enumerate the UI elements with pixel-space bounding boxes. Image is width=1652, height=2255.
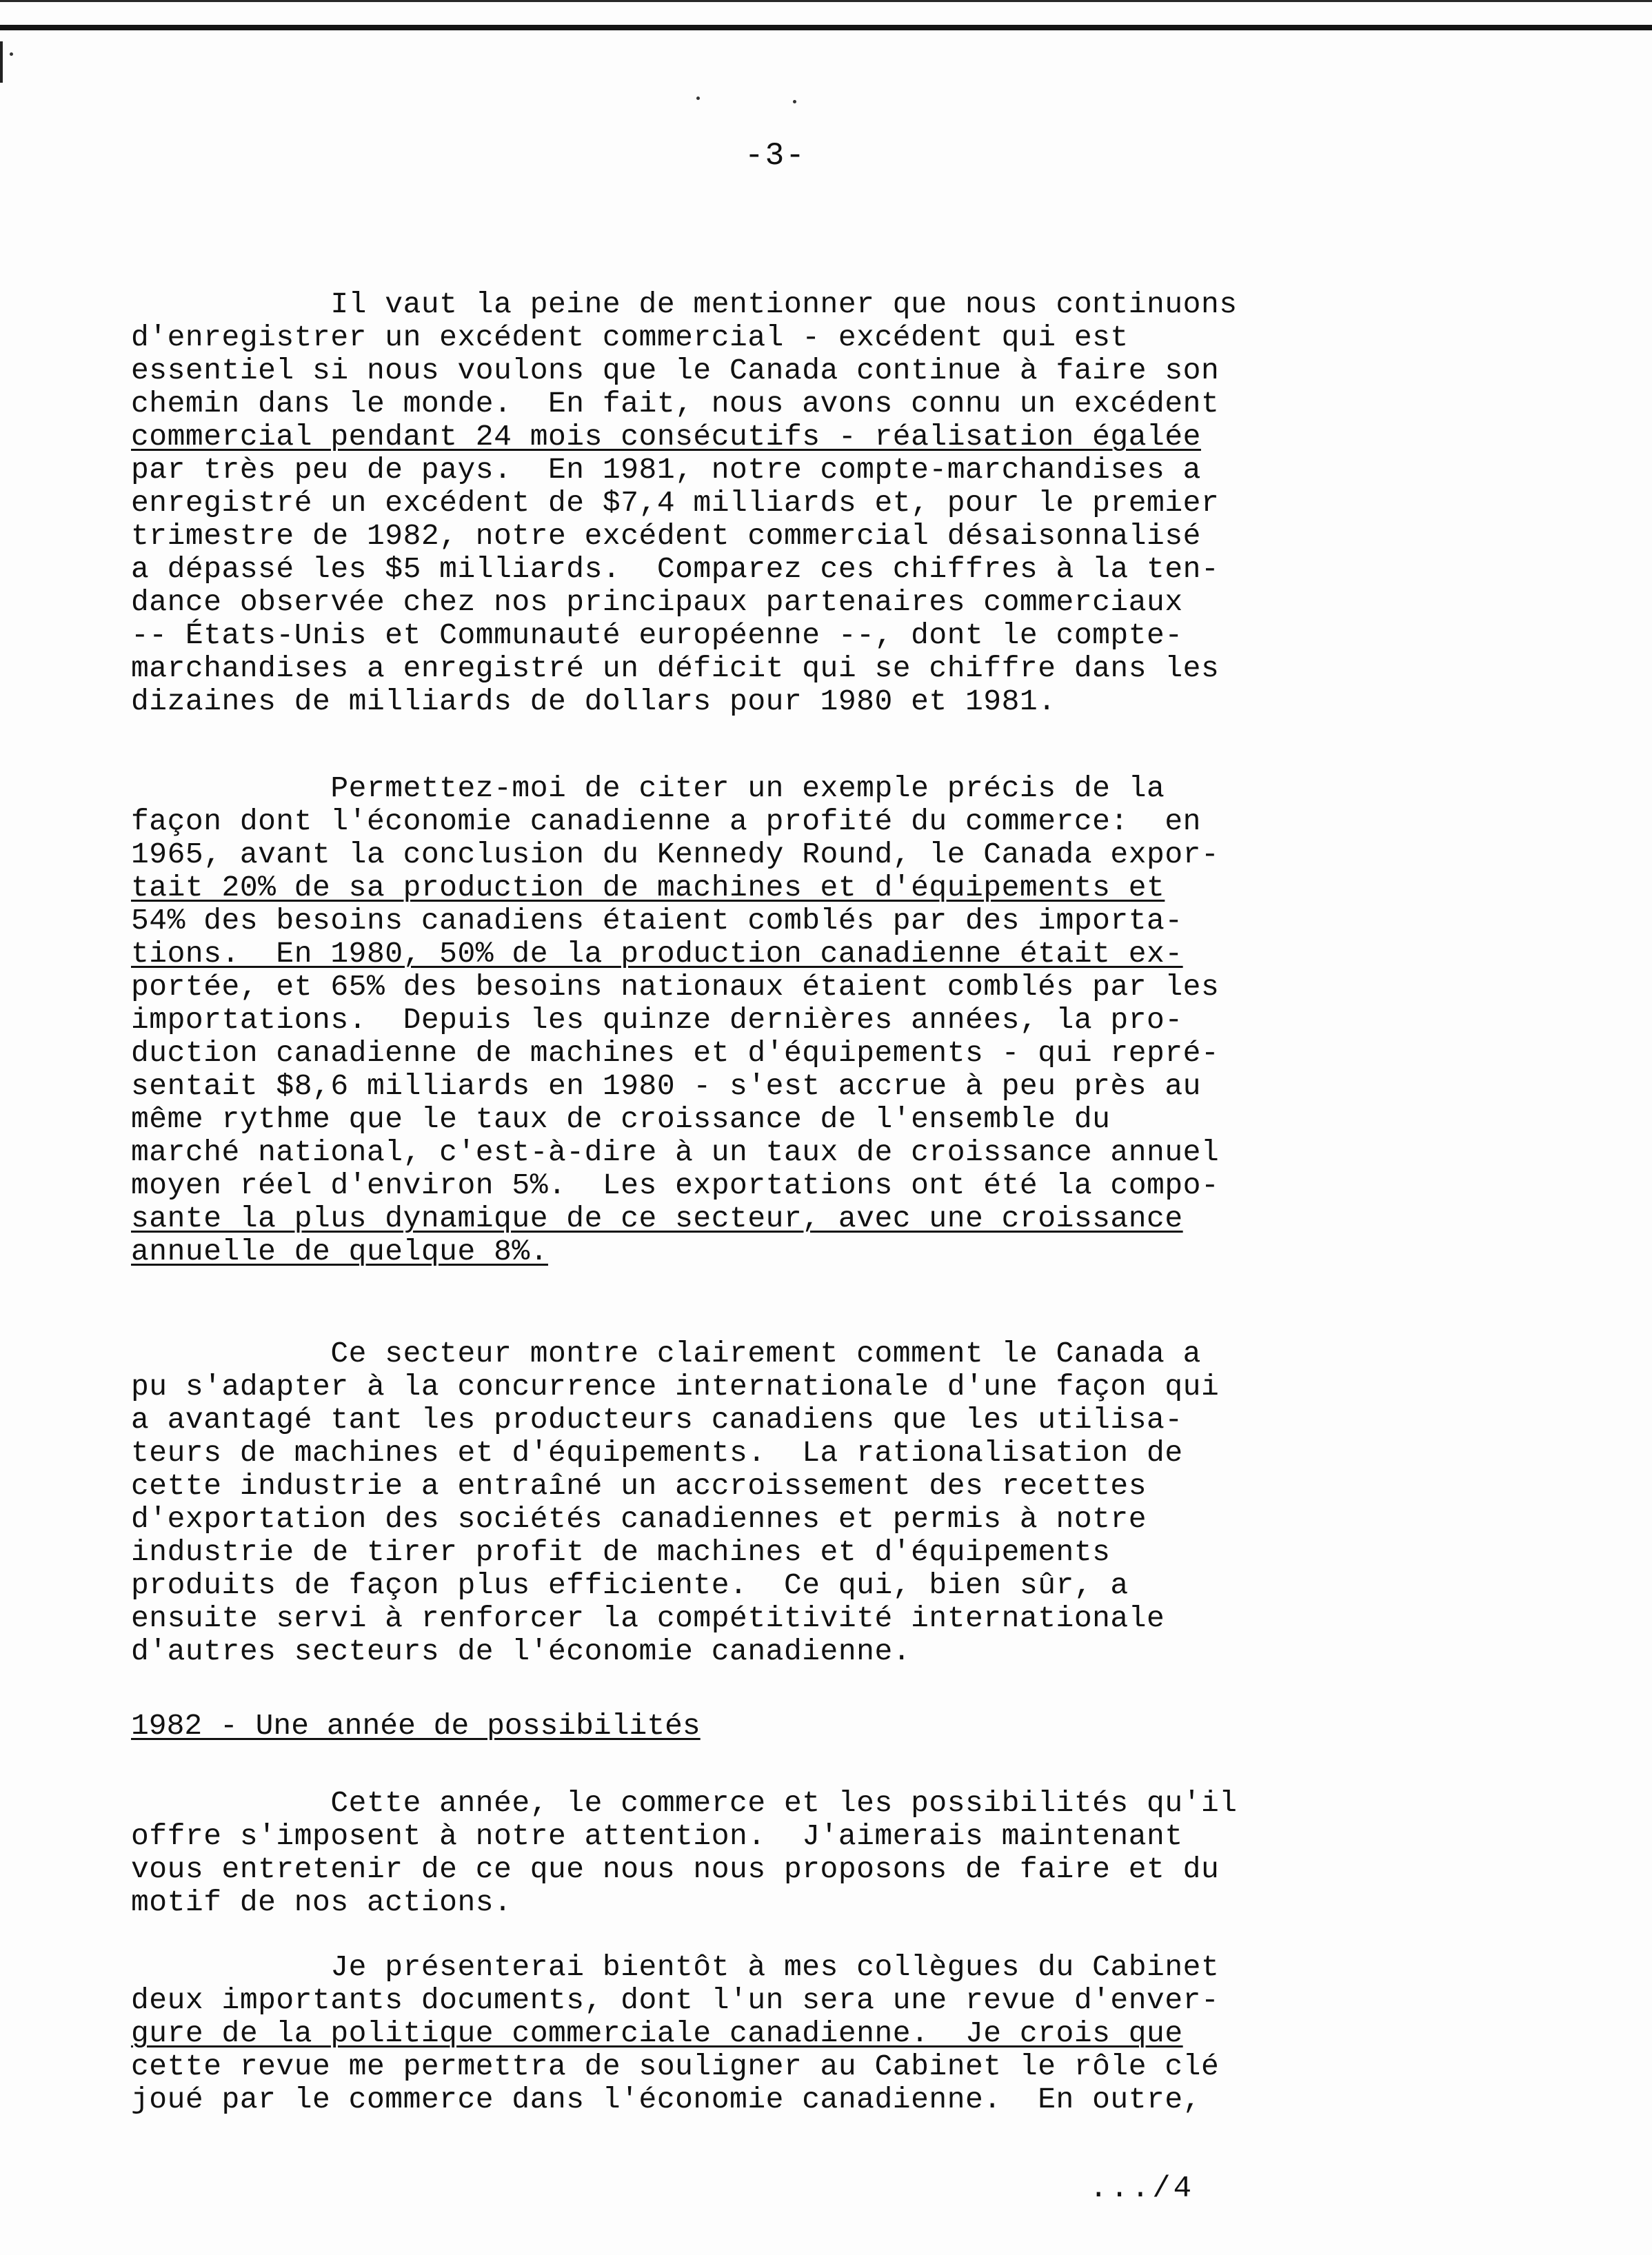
- text-line: d'autres secteurs de l'économie canadienne.: [131, 1635, 911, 1668]
- text-line: marchandises a enregistré un déficit qui se chiffre dans les: [131, 651, 1220, 685]
- text-line: cette industrie a entraîné un accroissement des recettes: [131, 1469, 1147, 1503]
- text-line: industrie de tirer profit de machines et d'équipements: [131, 1535, 1111, 1569]
- scan-speck: [696, 97, 700, 100]
- text-line: par très peu de pays. En 1981, notre compte-marchandises a: [131, 453, 1201, 487]
- text-line: 54% des besoins canadiens étaient comblés par des importa-: [131, 904, 1183, 938]
- text-line: pu s'adapter à la concurrence internationale d'une façon qui: [131, 1370, 1220, 1404]
- text-line: Cette année, le commerce et les possibilités qu'il: [131, 1786, 1238, 1820]
- text-line: sentait $8,6 milliards en 1980 - s'est accrue à peu près au: [131, 1069, 1201, 1103]
- text-line: vous entretenir de ce que nous nous proposons de faire et du: [131, 1852, 1220, 1886]
- page-number: -3-: [745, 138, 806, 174]
- text-line: cette revue me permettra de souligner au Cabinet le rôle clé: [131, 2050, 1220, 2083]
- text-line: motif de nos actions.: [131, 1885, 512, 1919]
- text-line: importations. Depuis les quinze dernières années, la pro-: [131, 1003, 1183, 1037]
- paragraph-year-of-opportunity: [131, 1787, 1400, 1919]
- text-line-underlined: annuelle de quelque 8%.: [131, 1235, 548, 1268]
- section-heading: 1982 - Une année de possibilités: [131, 1709, 701, 1743]
- top-rule: [0, 25, 1652, 30]
- text-line: Ce secteur montre clairement comment le Canada a: [131, 1337, 1201, 1371]
- text-line: d'enregistrer un excédent commercial - excédent qui est: [131, 321, 1129, 354]
- text-line: même rythme que le taux de croissance de l'ensemble du: [131, 1102, 1111, 1136]
- text-line-underlined: tait 20% de sa production de machines et d'équipements et: [131, 871, 1165, 904]
- text-line: dance observée chez nos principaux partenaires commerciaux: [131, 585, 1183, 619]
- scan-speck: [10, 52, 13, 56]
- text-line: moyen réel d'environ 5%. Les exportations ont été la compo-: [131, 1169, 1220, 1202]
- text-line: dizaines de milliards de dollars pour 1980 et 1981.: [131, 685, 1056, 718]
- text-line: duction canadienne de machines et d'équipements - qui repré-: [131, 1036, 1220, 1070]
- text-line: Je présenterai bientôt à mes collègues du Cabinet: [131, 1950, 1220, 1984]
- text-line-underlined: commercial pendant 24 mois consécutifs - réalisation égalée: [131, 420, 1201, 454]
- text-line: portée, et 65% des besoins nationaux étaient comblés par les: [131, 970, 1220, 1004]
- continuation-marker: .../4: [1089, 2172, 1195, 2206]
- text-line-underlined: gure de la politique commerciale canadienne. Je crois que: [131, 2016, 1183, 2050]
- text-line: ensuite servi à renforcer la compétitivité internationale: [131, 1601, 1165, 1635]
- text-line: façon dont l'économie canadienne a profité du commerce: en: [131, 805, 1201, 838]
- text-line: teurs de machines et d'équipements. La rationalisation de: [131, 1436, 1183, 1470]
- text-line: a avantagé tant les producteurs canadiens que les utilisa-: [131, 1403, 1183, 1437]
- text-line-underlined: sante la plus dynamique de ce secteur, avec une croissance: [131, 1202, 1183, 1235]
- text-line: essentiel si nous voulons que le Canada continue à faire son: [131, 354, 1220, 387]
- text-line: produits de façon plus efficiente. Ce qui, bien sûr, a: [131, 1568, 1129, 1602]
- text-line: trimestre de 1982, notre excédent commercial désaisonnalisé: [131, 519, 1201, 553]
- top-edge-line: [0, 0, 1652, 2]
- text-line: 1965, avant la conclusion du Kennedy Round, le Canada expor-: [131, 838, 1220, 871]
- text-line: enregistré un excédent de $7,4 milliards et, pour le premier: [131, 486, 1220, 520]
- left-edge-mark: [0, 41, 3, 83]
- text-line: -- États-Unis et Communauté européenne --, dont le compte-: [131, 618, 1183, 652]
- text-line: chemin dans le monde. En fait, nous avons connu un excédent: [131, 387, 1220, 421]
- scan-speck: [793, 100, 796, 103]
- text-line: marché national, c'est-à-dire à un taux de croissance annuel: [131, 1135, 1220, 1169]
- paragraph-machinery-example: [131, 772, 1400, 1268]
- paragraph-sector-adaptation: [131, 1337, 1400, 1668]
- text-line: a dépassé les $5 milliards. Comparez ces chiffres à la ten-: [131, 552, 1220, 586]
- text-line: d'exportation des sociétés canadiennes et permis à notre: [131, 1502, 1147, 1536]
- paragraph-trade-surplus: [131, 288, 1400, 718]
- text-line: offre s'imposent à notre attention. J'aimerais maintenant: [131, 1819, 1183, 1853]
- text-line: Il vaut la peine de mentionner que nous continuons: [131, 287, 1238, 321]
- text-line: deux importants documents, dont l'un sera une revue d'enver-: [131, 1983, 1220, 2017]
- paragraph-cabinet-documents: [131, 1951, 1400, 2116]
- text-line: Permettez-moi de citer un exemple précis de la: [131, 771, 1165, 805]
- text-line: joué par le commerce dans l'économie canadienne. En outre,: [131, 2083, 1201, 2116]
- text-line-underlined: tions. En 1980, 50% de la production canadienne était ex-: [131, 937, 1183, 971]
